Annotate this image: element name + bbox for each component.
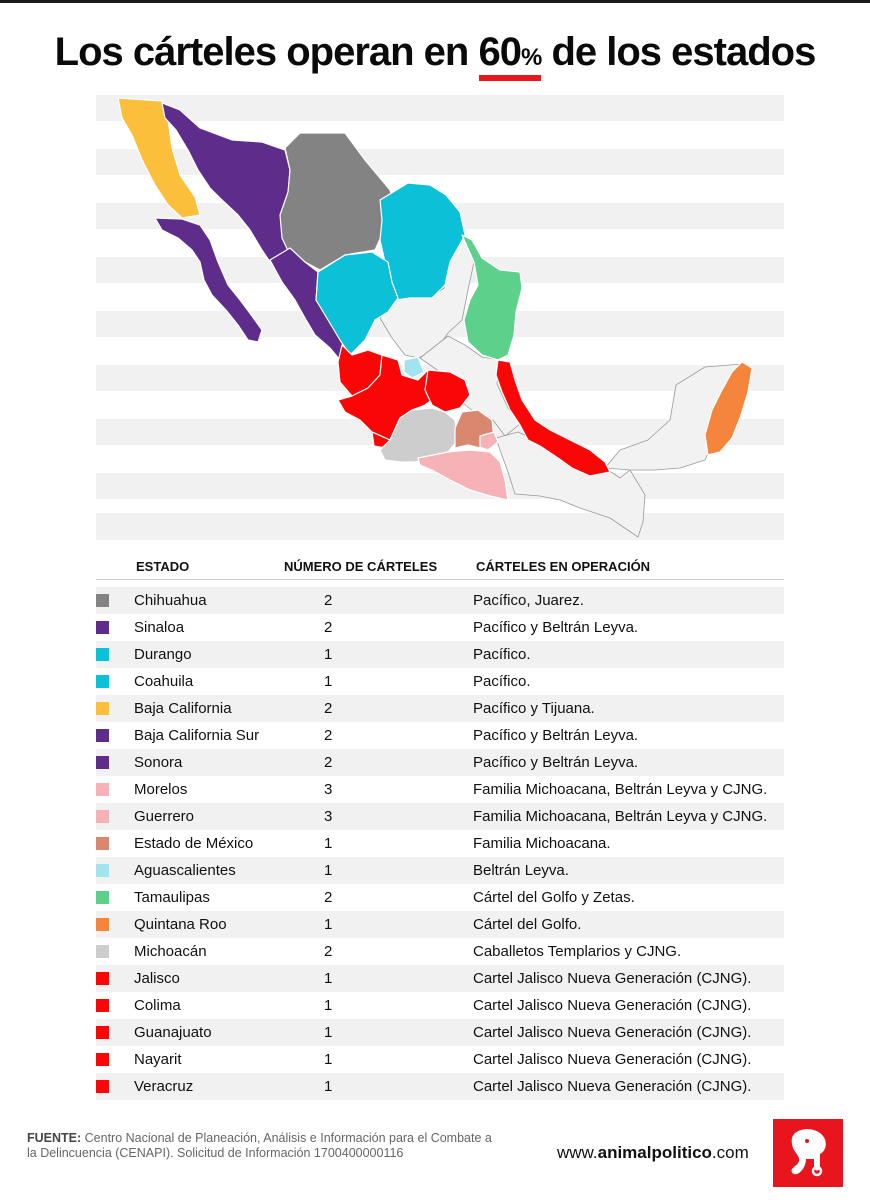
state-name: Coahuila [134,673,194,690]
state-name: Tamaulipas [134,889,210,906]
cartel-list: Cartel Jalisco Nueva Generación (CJNG). [473,970,752,987]
page-title [0,30,870,75]
cartel-list: Familia Michoacana. [473,835,611,852]
state-name: Baja California [134,700,232,717]
table-header-state: ESTADO [136,559,190,574]
cartel-list: Familia Michoacana, Beltrán Leyva y CJNG. [473,808,768,825]
table-row [96,614,784,641]
state-tamaulipas [462,235,522,360]
state-name: Veracruz [134,1078,194,1095]
table-row [96,641,784,668]
cartel-count: 1 [324,862,333,879]
table-row [96,1073,784,1100]
cartel-count: 1 [324,673,333,690]
state-name: Guerrero [134,808,195,825]
cartel-count: 1 [324,1024,333,1041]
cartel-list: Pacífico y Tijuana. [473,700,595,717]
color-swatch [96,918,109,931]
state-name: Michoacán [134,943,207,960]
table-header-count: NÚMERO DE CÁRTELES [284,559,438,574]
table-row [96,830,784,857]
source-text: Centro Nacional de Planeación, Análisis e Información para el Combate a la Delincuencia (CENAPI). Solicitud de Información 1700400000116 [27,1131,492,1160]
cartel-list: Pacífico. [473,646,531,663]
cartel-list: Cartel Jalisco Nueva Generación (CJNG). [473,1024,752,1041]
site-prefix: www. [557,1143,598,1162]
cartel-count: 2 [324,727,333,744]
source-note [27,1131,497,1161]
site-name: animalpolitico [597,1143,712,1162]
top-rule [0,0,870,3]
state-name: Nayarit [134,1051,182,1068]
state-name: Chihuahua [134,592,207,609]
cartel-list: Cártel del Golfo. [473,916,582,933]
table-row [96,803,784,830]
cartel-list: Cartel Jalisco Nueva Generación (CJNG). [473,1078,752,1095]
elephant-logo-icon[interactable] [773,1119,843,1187]
color-swatch [96,972,109,985]
color-swatch [96,945,109,958]
cartel-count: 2 [324,700,333,717]
cartel-list: Caballetos Templarios y CJNG. [473,943,682,960]
state-name: Sinaloa [134,619,185,636]
table-row [96,1046,784,1073]
table-row [96,668,784,695]
cartel-list: Cartel Jalisco Nueva Generación (CJNG). [473,1051,752,1068]
color-swatch [96,1080,109,1093]
table-row [96,992,784,1019]
table-row [96,587,784,614]
title-number: 60 [478,30,521,74]
table-header-cartels: CÁRTELES EN OPERACIÓN [476,559,651,574]
color-swatch [96,594,109,607]
color-swatch [96,999,109,1012]
title-highlight [479,30,542,75]
cartel-list: Pacífico, Juarez. [473,592,584,609]
state-name: Sonora [134,754,183,771]
cartel-list: Cártel del Golfo y Zetas. [473,889,635,906]
cartel-count: 2 [324,889,333,906]
color-swatch [96,756,109,769]
table-header-rule [96,579,784,580]
cartel-count: 1 [324,997,333,1014]
site-suffix: .com [711,1143,749,1162]
table-row [96,938,784,965]
state-name: Durango [134,646,192,663]
color-swatch [96,702,109,715]
cartel-count: 1 [324,1051,333,1068]
cartel-count: 1 [324,970,333,987]
table-row [96,911,784,938]
state-name: Quintana Roo [134,916,227,933]
color-swatch [96,864,109,877]
table-row [96,749,784,776]
title-percent: % [521,44,542,71]
state-name: Colima [134,997,181,1014]
color-swatch [96,783,109,796]
table-row [96,722,784,749]
color-swatch [96,837,109,850]
state-name: Estado de México [134,835,254,852]
cartel-list: Pacífico. [473,673,531,690]
cartel-list: Pacífico y Beltrán Leyva. [473,619,639,636]
color-swatch [96,621,109,634]
cartel-list: Cartel Jalisco Nueva Generación (CJNG). [473,997,752,1014]
title-before: Los cárteles operan en [54,30,469,74]
table-row [96,776,784,803]
cartel-list: Familia Michoacana, Beltrán Leyva y CJNG. [473,781,768,798]
cartel-count: 2 [324,592,333,609]
cartel-count: 3 [324,781,333,798]
color-swatch [96,648,109,661]
cartel-count: 2 [324,619,333,636]
state-morelos [480,432,498,450]
cartel-count: 1 [324,835,333,852]
cartel-count: 1 [324,1078,333,1095]
mexico-map [96,95,784,540]
cartel-count: 1 [324,916,333,933]
cartel-list: Pacífico y Beltrán Leyva. [473,727,639,744]
color-swatch [96,891,109,904]
table-row [96,857,784,884]
state-name: Baja California Sur [134,727,260,744]
cartel-count: 2 [324,754,333,771]
site-url[interactable] [557,1143,749,1163]
color-swatch [96,1026,109,1039]
cartel-count: 3 [324,808,333,825]
color-swatch [96,729,109,742]
color-swatch [96,1053,109,1066]
state-name: Morelos [134,781,188,798]
table-row [96,965,784,992]
table-row [96,695,784,722]
title-after: de los estados [551,30,816,74]
state-name: Guanajuato [134,1024,212,1041]
color-swatch [96,675,109,688]
cartel-list: Beltrán Leyva. [473,862,569,879]
cartel-list: Pacífico y Beltrán Leyva. [473,754,639,771]
color-swatch [96,810,109,823]
cartel-table [96,587,784,1100]
state-name: Aguascalientes [134,862,236,879]
table-row [96,1019,784,1046]
table-row [96,884,784,911]
cartel-count: 2 [324,943,333,960]
cartel-count: 1 [324,646,333,663]
source-label: FUENTE: [27,1131,82,1145]
state-name: Jalisco [134,970,180,987]
